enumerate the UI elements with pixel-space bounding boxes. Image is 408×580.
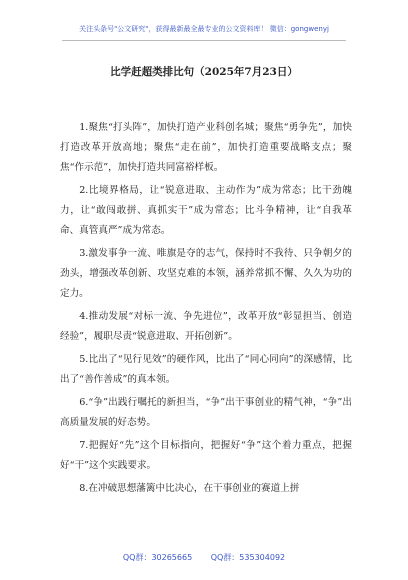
footer: [0, 552, 408, 563]
paragraph: 8.在冲破思想藩篱中比决心，在干事创业的赛道上拼: [79, 483, 300, 494]
header-divider: [62, 40, 346, 41]
paragraph: 3.激发事争一流、唯旗是夺的志气，保持时不我待、只争朝夕的劲头，增强改革创新、攻坚克难的本领，涵养常抓不懈、久久为功的定力。: [60, 248, 352, 299]
header-notice: 关注头条号"公文研究"，获得最新最全最专业的公文资料库！ 微信：gongwenyj: [79, 25, 329, 33]
paragraph: 4.推动发展“对标一流、争先进位”，改革开放“彰显担当、创造经验”，履职尽责“锐意进取、开拓创新”。: [60, 311, 352, 342]
paragraph: 7.把握好“先”这个目标指向，把握好“争”这个着力重点，把握好“干”这个实践要求。: [60, 440, 352, 471]
paragraph: 5.比出了“见行见效”的硬作风，比出了“同心同向”的深感情，比出了“善作善成”的真本领。: [60, 354, 352, 385]
paragraph: 2.比境界格局，让“锐意进取、主动作为”成为常态；比干劲魄力，让“敢闯敢拼、真抓实干”成为常态；比斗争精神，让“自我革命、真管真严”成为常态。: [60, 185, 352, 236]
paragraph: 1.聚焦“打头阵”，加快打造产业科创名城；聚焦“勇争先”，加快打造改革开放高地；聚焦“走在前”，加快打造重要战略支点；聚焦“作示范”，加快打造共同富裕样板。: [60, 122, 352, 173]
paragraph: 6.“争”出践行嘱托的新担当，“争”出干事创业的精气神，“争”出高质量发展的好态势。: [60, 397, 352, 428]
footer-qq-group-1: QQ群：30265665: [122, 553, 193, 562]
document-title: 比学赶超类排比句（2025年7月23日）: [110, 66, 298, 78]
document-body: [60, 118, 352, 502]
footer-qq-group-2: QQ群：535304092: [210, 553, 286, 562]
